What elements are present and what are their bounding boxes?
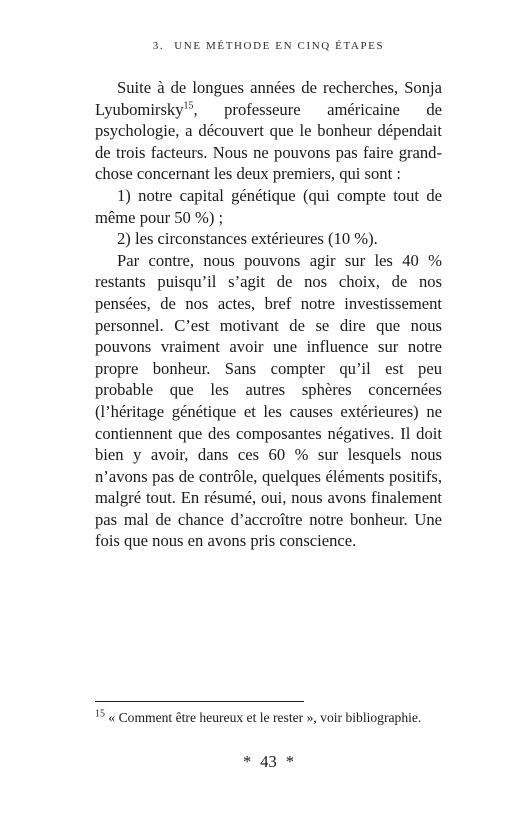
paragraph-conclusion: Par contre, nous pouvons agir sur les 40 % restants puisqu’il s’agit de nos choix, de nos pensées, de nos actes, bref notre investissement personnel. C’est motivant de se dire que nous pouvons vraiment avoir une influence sur notre propre bonheur. Sans compter qu’il est peu probable que les autres sphères concernées (l’héritage génétique et les causes extérieures) ne contiennent que des composantes négatives. Il doit bien y avoir, dans ces 60 % sur lesquels nous n’avons pas de contrôle, quelques éléments positifs, malgré tout. En résumé, oui, nous avons finalement pas mal de chance d’accroître notre bonheur. Une fois que nous en avons pris conscience. — [95, 250, 442, 551]
intro-text-start: Suite à de longues années de recherches, Sonja Lyubomirsky — [95, 78, 442, 119]
list-item-genetic-capital: 1) notre capital génétique (qui compte tout de même pour 50 %) ; — [95, 185, 442, 227]
page-number: 43 — [260, 752, 277, 771]
chapter-title: UNE MÉTHODE EN CINQ ÉTAPES — [174, 40, 385, 52]
folio-ornament-right: * — [285, 752, 294, 771]
list-item-external-circumstances: 2) les circonstances extérieures (10 %). — [117, 229, 378, 249]
footnote-separator — [95, 701, 304, 702]
body-text — [95, 77, 442, 552]
footnote — [95, 709, 442, 727]
footnote-text: « Comment être heureux et le rester », voir bibliographie. — [105, 710, 422, 725]
footnote-number: 15 — [95, 708, 105, 720]
folio-ornament-left: * — [243, 752, 252, 771]
intro-text-end: , professeure américaine de psychologie, a découvert que le bonheur dépendait de trois facteurs. Nous ne pouvons pas faire grand-chose concernant les deux premiers, qui sont : — [95, 99, 442, 184]
chapter-number: 3. — [152, 40, 165, 52]
paragraph-intro — [95, 77, 442, 185]
running-head — [95, 40, 442, 52]
page-folio — [95, 752, 442, 772]
footnote-reference: 15 — [183, 100, 194, 112]
